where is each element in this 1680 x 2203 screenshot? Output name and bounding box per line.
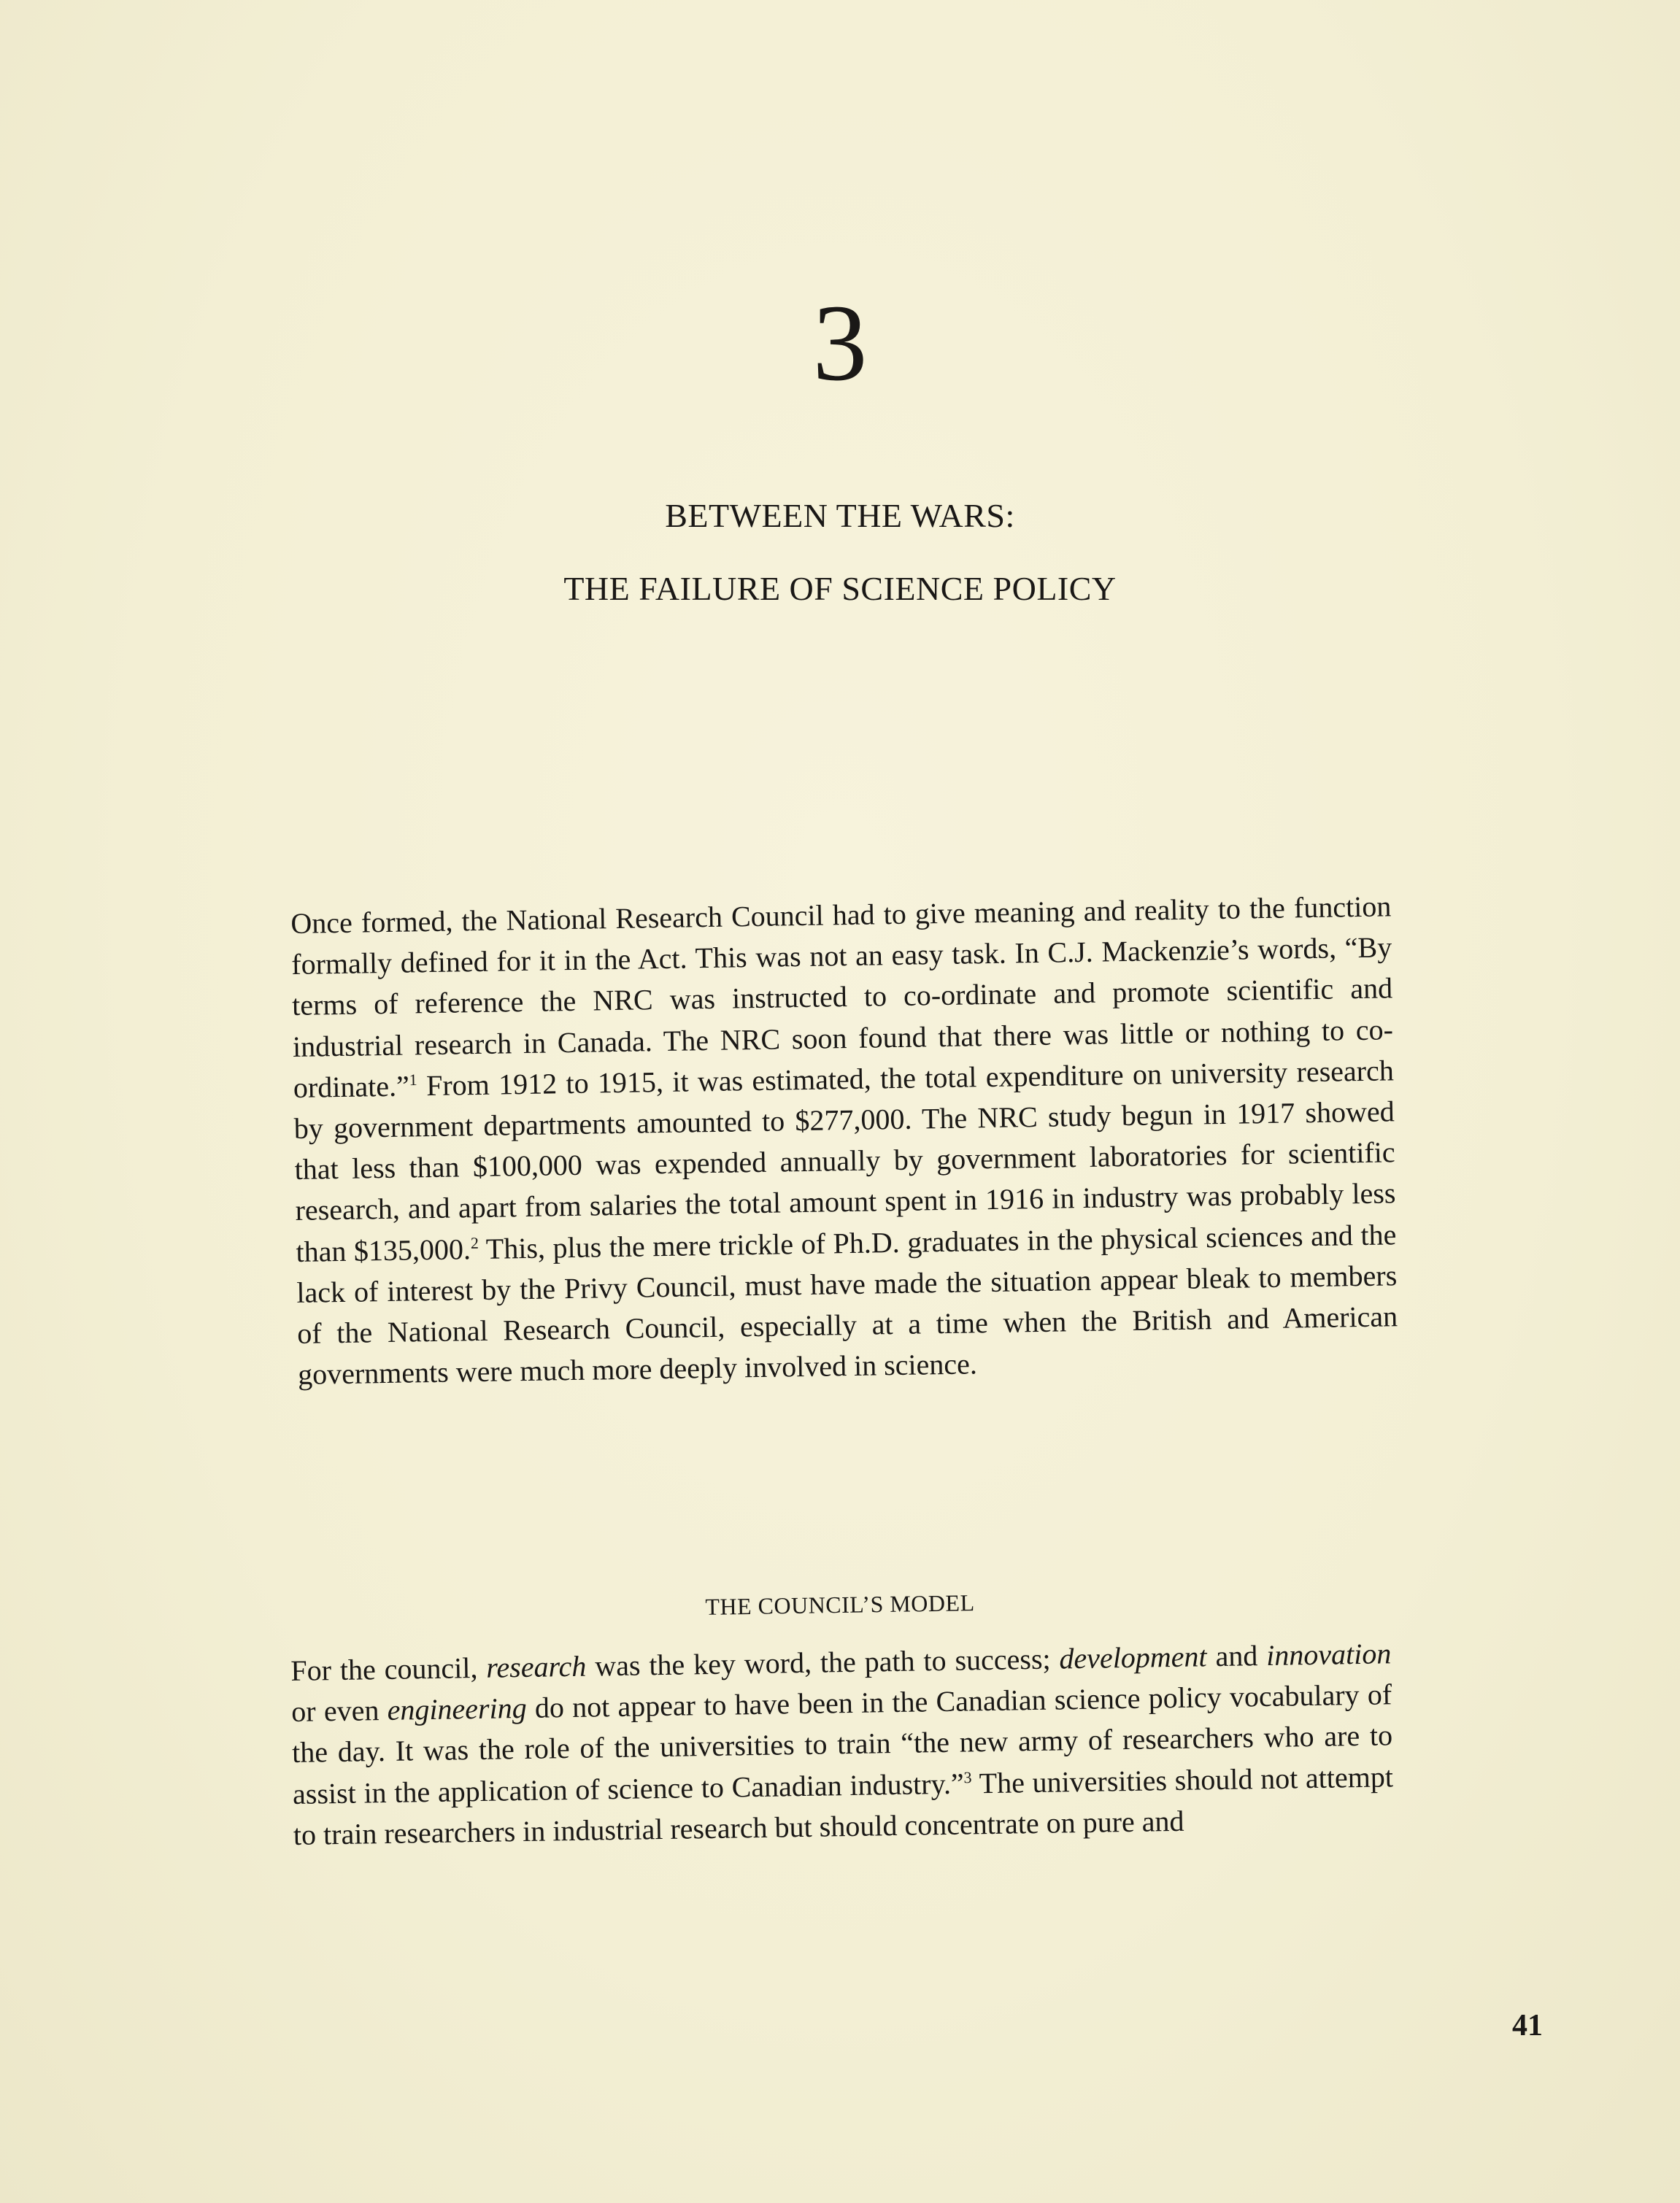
paragraph-1-text-a: Once formed, the National Research Council had to give meaning and reality to the function formally defined for it in the Act. This was not an easy task. In C.J. Mackenzie’s words, “By terms of reference the NRC was instructed to co-ordinate and promote scientific and industrial research in Canada. The NRC soon found that there was little or nothing to co-ordinate.” bbox=[290, 890, 1394, 1104]
paragraph-2-text-c: and bbox=[1206, 1639, 1267, 1673]
section-heading: THE COUNCIL’S MODEL bbox=[705, 1589, 975, 1620]
emphasis-engineering: engineering bbox=[387, 1691, 528, 1727]
paragraph-2-text-e: do not appear to have been in the Canadian science policy vocabulary of the day. It was the role of the universities to train “the new army of researchers who are to assist in the application of science to Canadian industry.” bbox=[291, 1678, 1393, 1810]
footnote-ref-1: 1 bbox=[409, 1070, 417, 1089]
emphasis-innovation: innovation bbox=[1265, 1637, 1392, 1672]
paragraph-2-text-f: The universities should not attempt to train researchers in industrial research but should concentrate on pure and bbox=[293, 1759, 1394, 1851]
paragraph-1-text-b: From 1912 to 1915, it was estimated, the total expenditure on university research by government departments amounted to $277,000. The NRC study begun in 1917 showed that less than $100,000 was expended annually by government laboratories for scientific research, and apart from salaries the total amount spent in 1916 in industry was probably less than $135,000. bbox=[293, 1054, 1396, 1268]
paragraph-2 bbox=[290, 1633, 1394, 1856]
chapter-title-line-2: THE FAILURE OF SCIENCE POLICY bbox=[563, 570, 1117, 607]
paragraph-1 bbox=[290, 886, 1398, 1395]
emphasis-development: development bbox=[1059, 1640, 1207, 1675]
paragraph-1-text-c: This, plus the mere trickle of Ph.D. graduates in the physical sciences and the lack of interest by the Privy Council, must have made the situation appear bleak to members of the National Research Council, especially at a time when the British and American governments were much more deeply involved in science. bbox=[296, 1217, 1398, 1392]
paragraph-2-text-a: For the council, bbox=[290, 1651, 487, 1687]
footnote-ref-2: 2 bbox=[470, 1233, 479, 1252]
paragraph-2-text-b: was the key word, the path to success; bbox=[585, 1642, 1060, 1683]
emphasis-research: research bbox=[485, 1649, 587, 1684]
chapter-title-line-1: BETWEEN THE WARS: bbox=[665, 497, 1015, 534]
page-number: 41 bbox=[1512, 2009, 1543, 2042]
paragraph-2-text-d: or even bbox=[290, 1694, 388, 1729]
chapter-number: 3 bbox=[812, 282, 868, 404]
footnote-ref-3: 3 bbox=[963, 1767, 972, 1786]
